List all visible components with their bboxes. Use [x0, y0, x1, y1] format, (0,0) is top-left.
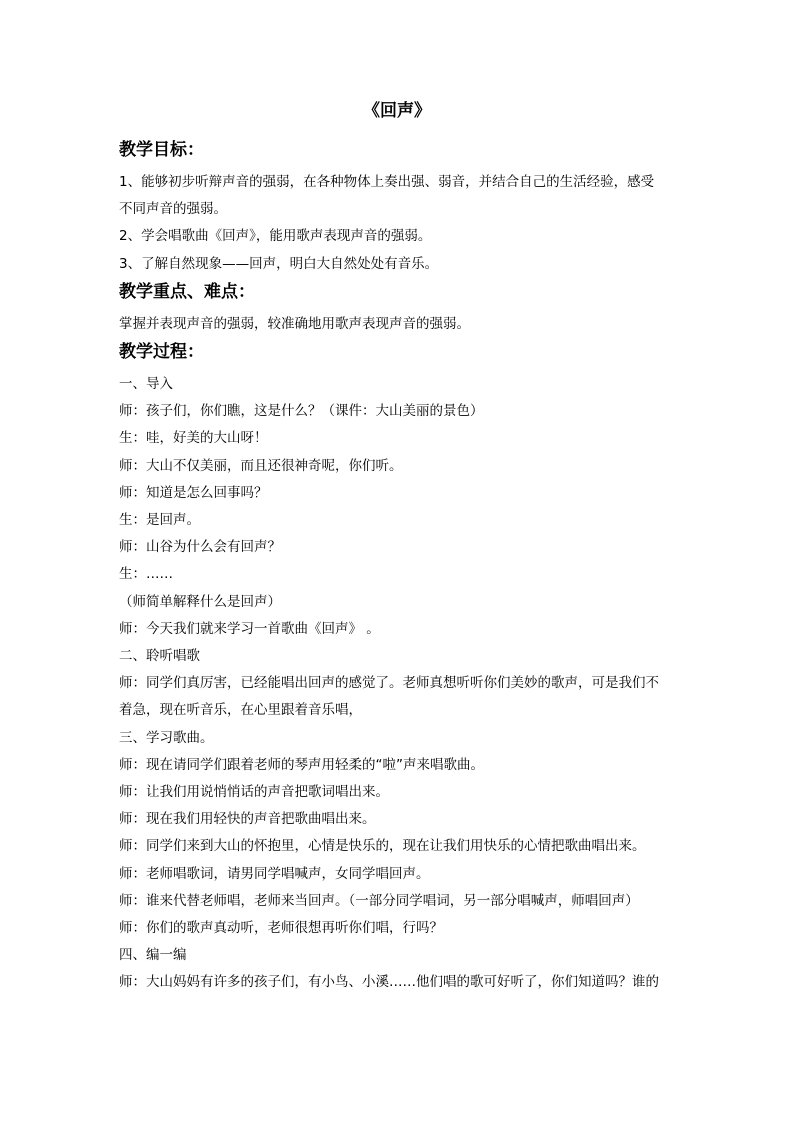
paragraph: （师简单解释什么是回声）: [119, 593, 281, 610]
paragraph: 师：今天我们就来学习一首歌曲《回声》 。: [119, 620, 380, 637]
paragraph: 师：同学们来到大山的怀抱里，心情是快乐的，现在让我们用快乐的心情把歌曲唱出来。: [119, 838, 646, 855]
paragraph: 师：山谷为什么会有回声？: [119, 539, 281, 556]
paragraph: 生：哇，好美的大山呀！: [119, 430, 268, 447]
paragraph: 生：……: [119, 566, 173, 583]
paragraph: 师：现在我们用轻快的声音把歌曲唱出来。: [119, 811, 376, 828]
paragraph: 师：现在请同学们跟着老师的琴声用轻柔的“啦”声来唱歌曲。: [119, 756, 484, 773]
paragraph: 师：孩子们，你们瞧，这是什么？（课件：大山美丽的景色）: [119, 403, 484, 420]
paragraph: 师：知道是怎么回事吗？: [119, 484, 268, 501]
paragraph: 3、了解自然现象——回声，明白大自然处处有音乐。: [119, 255, 439, 272]
document-body: [119, 136, 689, 997]
paragraph: 师：大山妈妈有许多的孩子们，有小鸟、小溪……他们唱的歌可好听了，你们知道吗？谁的: [119, 974, 659, 991]
document-title: 《回声》: [363, 101, 431, 121]
paragraph: 三、学习歌曲。: [119, 729, 214, 746]
section-heading-objectives: 教学目标：: [119, 140, 204, 160]
paragraph: 1、能够初步听辩声音的强弱，在各种物体上奏出强、弱音，并结合自己的生活经验，感受: [119, 174, 655, 190]
section-heading-process: 教学过程：: [119, 342, 204, 363]
paragraph: 2、学会唱歌曲《回声》，能用歌声表现声音的强弱。: [119, 228, 432, 245]
paragraph: 四、编一编: [119, 947, 187, 964]
paragraph: 不同声音的强弱。: [119, 201, 227, 218]
paragraph: 师：大山不仅美丽，而且还很神奇呢，你们听。: [119, 457, 403, 474]
paragraph: 一、导入: [119, 376, 173, 393]
paragraph: 着急，现在听音乐，在心里跟着音乐唱，: [119, 702, 362, 719]
section-heading-key-points: 教学重点、难点：: [119, 281, 255, 302]
paragraph: 师：你们的歌声真动听，老师很想再听你们唱，行吗？: [119, 920, 443, 937]
paragraph: 师：让我们用说悄悄话的声音把歌词唱出来。: [119, 784, 389, 801]
paragraph: 师：谁来代替老师唱，老师来当回声。（一部分同学唱词，另一部分唱喊声，师唱回声）: [119, 892, 639, 909]
paragraph: 师：同学们真厉害，已经能唱出回声的感觉了。老师真想听听你们美妙的歌声，可是我们不: [119, 675, 659, 692]
paragraph: 掌握并表现声音的强弱，较准确地用歌声表现声音的强弱。: [119, 315, 470, 332]
paragraph: 师：老师唱歌词，请男同学唱喊声，女同学唱回声。: [119, 865, 430, 882]
paragraph: 生：是回声。: [119, 512, 200, 529]
paragraph: 二、聆听唱歌: [119, 648, 200, 665]
